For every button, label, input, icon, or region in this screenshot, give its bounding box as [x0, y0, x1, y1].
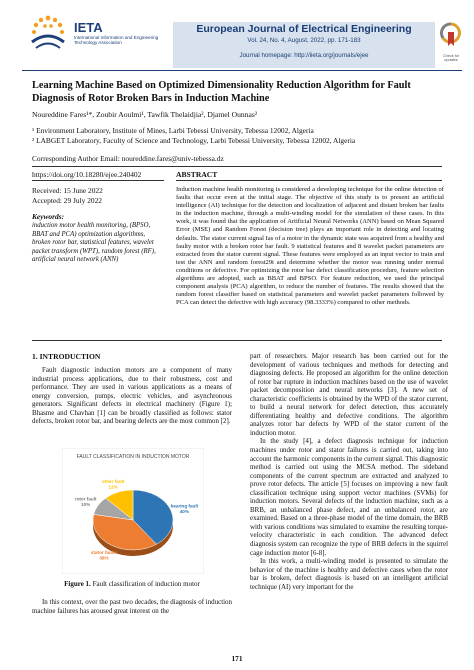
page-number: 171 — [231, 654, 243, 663]
logo-name: IETA — [74, 20, 103, 35]
paper-title: Learning Machine Based on Optimized Dimensionality Reduction Algorithm for Fault Diagnosis of Rotor Broken Bars in Induction Machine — [32, 80, 411, 104]
fault-classification-pie-chart — [62, 448, 204, 574]
ieta-logo-icon — [22, 12, 74, 56]
divider-left — [32, 180, 164, 181]
intro-paragraph-2: In this context, over the past two decades, the diagnosis of induction machine failures has aroused great interest on the — [32, 598, 232, 615]
pie-value-stator-faults: 38% — [99, 555, 109, 561]
check-for-updates-label[interactable]: Check for updates — [442, 54, 460, 63]
right-paragraph-2: In the study [4], a defect diagnosis technique for induction machines under rotor and stator failures is carried out, taking into account the harmonic components in the current signal. This diagnostic method is carried out using the MCSA method. The sideband components of the current spectrum are extracted and analyzed to prove rotor defects. The article [5] focuses on improving a new fault classification technique using support vector machines (SVMs) for induction motors. Several defects of the induction machine, such as a BRB, an unbalanced phase defect, and an unbalanced rotor, are examined. Based on a three-phase model of the time domain, the BRB with various conditions was simulated to examine the resulting torque-velocity characteristic in each condition. The advanced defect diagnosis system can recognize the type of BRB defects in the squirrel cage induction motor [6-8]. — [250, 437, 448, 557]
journal-volume: Vol. 24, No. 4, August, 2022, pp. 171-183 — [247, 37, 361, 44]
figure-caption — [32, 580, 232, 588]
received-date: Received: 15 June 2022 — [32, 186, 103, 195]
check-for-updates-icon[interactable] — [440, 22, 462, 52]
divider-right — [176, 180, 442, 181]
keywords-heading: Keywords: — [32, 212, 65, 221]
figure-caption-text: Fault classification of induction motor — [92, 580, 200, 588]
figure-caption-label: Figure 1. — [64, 580, 91, 588]
journal-header — [0, 0, 474, 73]
pie-value-rotor-fault: 10% — [81, 502, 91, 508]
header-divider — [22, 70, 462, 71]
logo-subtitle: International Information and Engineering Technology Association — [74, 35, 159, 46]
intro-paragraph-1: Fault diagnostic induction motors are a component of many industrial process applications, due to their robustness, cost and performance. They are used in various applications as a means of energy conversion, pumps, electric vehicles, and asynchronous generators. Significant defects in electrical machinery (Figure 1); Bhasme and Chavhan [1] can be broadly classified as follows: stator defects, broken rotor bar, and bearing defects are the most common [2]. — [32, 366, 232, 426]
corresponding-author[interactable]: Corresponding Author Email: noureddine.fares@univ-tebessa.dz — [32, 154, 224, 163]
pie-label-stator-faults: stator faults — [90, 549, 118, 555]
divider-top — [32, 166, 442, 167]
accepted-date: Accepted: 29 July 2022 — [32, 196, 102, 205]
pie-label-bearing-fault: bearing fault — [170, 503, 199, 509]
keywords-list: induction motor health monitoring, (BPSO, BBAT and PCA) optimization algorithms, broken rotor bar, statistical features, wavelet packet transform (WPT), random forest (RF), artificial neural network (ANN) — [32, 222, 156, 263]
abstract-body: Induction machine health monitoring is considered a developing technique for the online detection of faults that occur even at the initial stage. The objective of this study is to present an artificial intelligence (AI) technique for the detection and localization of adjacent and distant broken bar faults in the induction machine, through a multi-winding model for the simulation of these cases. In this work, it was found that the application of Artificial Neural Networks (ANN) based on Mean Squared Error (MSE) and Random Forest (decision tree) plays an important role in detecting and locating defaults. The stator current signal Ias of a motor in the dynamic state was acquired from a healthy and faulty motor with a broken rotor bar fault. 9 statistical features and 8 wavelet packet parameters are extracted from the stator current signal. These features were employed as an input vector to train and test the ANN and random forest29t and determine whether the motor was running under normal conditions or defective. For optimizing the rotor bar defect classification procedure, feature selection algorithms are adopted, such as BBAT and BPSO. For feature reduction, we used the principal component analysis (PCA) algorithm, to reduce the number of features. The results showed that the random forest classifier based on statistical parameters and wavelet packet parameters followed by PCA can detect the defective with high accuracy (98.3333%) compared to other methods. — [176, 186, 444, 307]
pie-label-rotor-fault: rotor fault — [74, 496, 97, 502]
pie-slices — [90, 490, 173, 556]
affiliation-1: ¹ Environment Laboratory, Institute of Mines, Larbi Tebessi University, Tebessa 12002, Algeria — [32, 126, 314, 135]
affiliation-2: ² LABGET Laboratory, Faculty of Science and Technology, Larbi Tebessi University, Tebessa 12002, Algeria — [32, 136, 356, 145]
abstract-heading: ABSTRACT — [176, 170, 218, 179]
divider-bottom — [32, 340, 442, 341]
journal-title: European Journal of Electrical Engineering — [196, 23, 412, 35]
right-paragraph-1: part of researchers. Major research has been carried out for the development of various techniques and methods for detecting and diagnosing defects. He proposed an algorithm for the online detection of rotor bar rupture in induction machines based on the use of wavelet packet decomposition and neural networks [3]. A new set of characteristic coefficients is obtained by the WPD of the stator current, to build a neural network for defect detection, thus accurately differentiating healthy and defective conditions. The algorithm analyzes rotor bar defects by WPD of the stator current of the induction motor. — [250, 352, 448, 437]
doi-link[interactable]: https://doi.org/10.18280/ejee.240402 — [32, 170, 142, 179]
right-paragraph-3: In this work, a multi-winding model is presented to simulate the behavior of the machine is healthy and defective cases when the rotor bar is broken, defect diagnosis is based on an intelligent artificial technique (AI) very important for the — [250, 557, 448, 591]
pie-label-other-fault: other fault — [101, 478, 125, 484]
intro-heading: 1. INTRODUCTION — [32, 352, 101, 361]
right-column — [250, 352, 448, 591]
publisher-logo — [22, 12, 172, 56]
pie-value-other-fault: 12% — [108, 484, 118, 490]
journal-homepage-link[interactable]: Journal homepage: http://iieta.org/journals/ejee — [239, 52, 369, 59]
author-list: Noureddine Fares¹*, Zoubir Aoulmi¹, Tawfik Thelaidjia², Djamel Ounnas² — [32, 110, 258, 119]
chart-title: FAULT CLASSIFICATION IN INDUCTION MOTOR — [76, 454, 190, 460]
pie-value-bearing-fault: 40% — [179, 509, 189, 515]
